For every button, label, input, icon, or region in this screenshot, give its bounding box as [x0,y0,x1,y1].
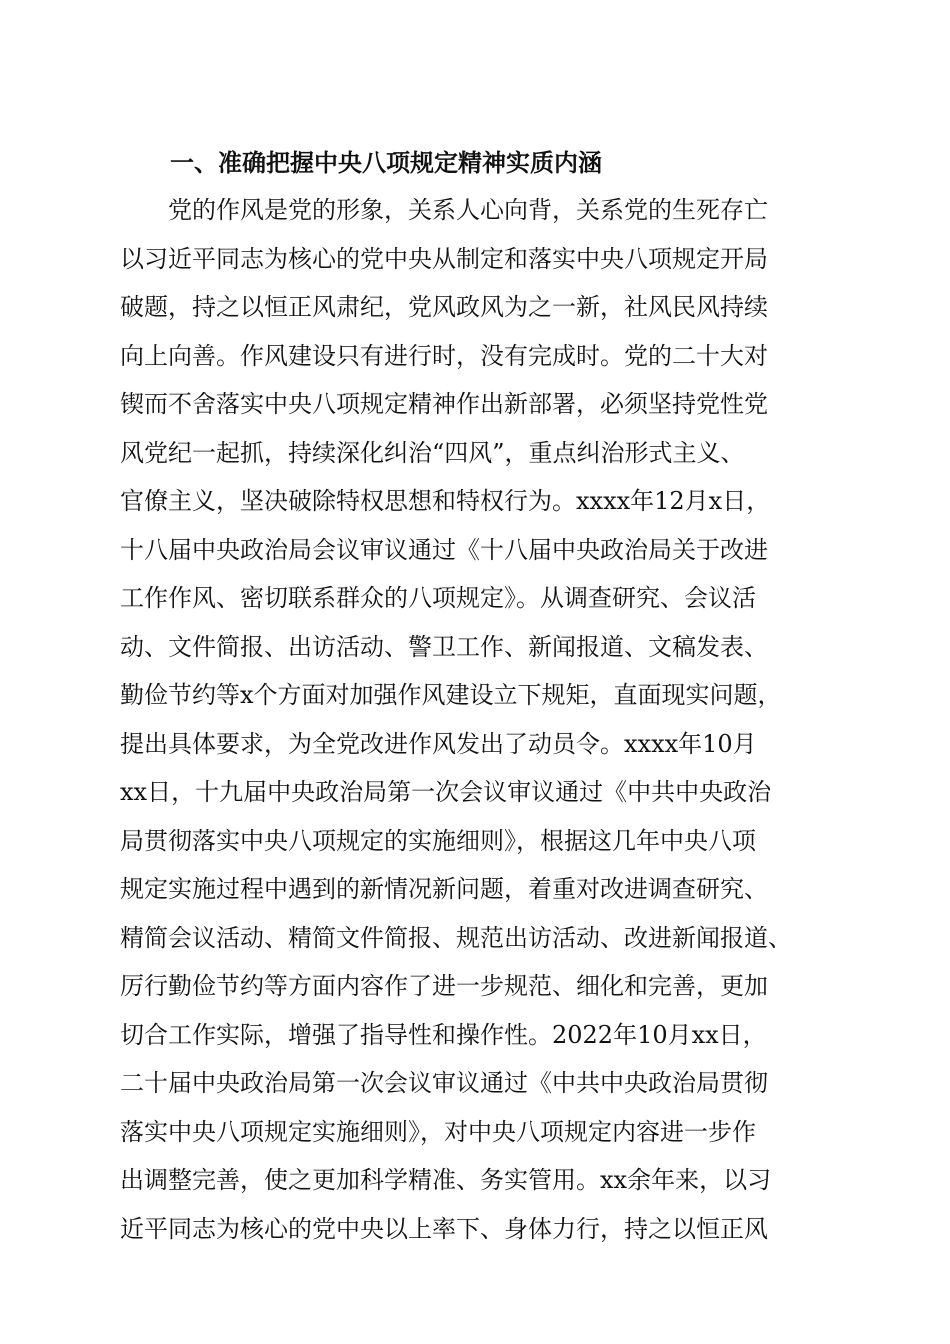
text-line: 精简会议活动、精简文件简报、规范出访活动、改进新闻报道、 [120,923,792,952]
text-line: 勤俭节约等x个方面对加强作风建设立下规矩，直面现实问题， [120,681,782,709]
section-heading: 一、准确把握中央八项规定精神实质内涵 [170,149,602,177]
text-line: 破题，持之以恒正风肃纪，党风政风为之一新，社风民风持续 [120,293,768,321]
text-line: 规定实施过程中遇到的新情况新问题，着重对改进调查研究、 [120,875,768,903]
text-line: 工作作风、密切联系群众的八项规定》。从调查研究、会议活 [120,584,756,612]
text-line: 二十届中央政治局第一次会议审议通过《中共中央政治局贯彻 [120,1069,768,1097]
text-line: 切合工作实际，增强了指导性和操作性。2022年10月xx日， [120,1020,767,1049]
text-line: 提出具体要求，为全党改进作风发出了动员令。xxxx年10月 [120,729,757,758]
text-line: 落实中央八项规定实施细则》，对中央八项规定内容进一步作 [120,1117,756,1146]
text-line: 锲而不舍落实中央八项规定精神作出新部署，必须坚持党性党 [120,390,768,418]
text-line: 十八届中央政治局会议审议通过《十八届中央政治局关于改进 [120,535,768,564]
text-line: 以习近平同志为核心的党中央从制定和落实中央八项规定开局 [120,244,768,273]
text-line: 近平同志为核心的党中央以上率下、身体力行，持之以恒正风 [120,1214,768,1243]
body-paragraph [120,186,850,1253]
text-line: 局贯彻落实中央八项规定的实施细则》，根据这几年中央八项 [120,826,756,855]
text-line: xx日，十九届中央政治局第一次会议审议通过《中共中央政治 [120,778,772,806]
text-line: 厉行勤俭节约等方面内容作了进一步规范、细化和完善，更加 [120,972,768,1000]
text-line: 官僚主义，坚决破除特权思想和特权行为。xxxx年12月x日， [120,487,771,515]
text-line: 风党纪一起抓，持续深化纠治“四风”，重点纠治形式主义、 [120,438,745,467]
text-line: 党的作风是党的形象，关系人心向背，关系党的生死存亡 [120,196,768,224]
text-line: 向上向善。作风建设只有进行时，没有完成时。党的二十大对 [120,341,768,370]
text-line: 出调整完善，使之更加科学精准、务实管用。xx余年来，以习 [120,1166,772,1194]
text-line: 动、文件简报、出访活动、警卫工作、新闻报道、文稿发表、 [120,632,768,661]
